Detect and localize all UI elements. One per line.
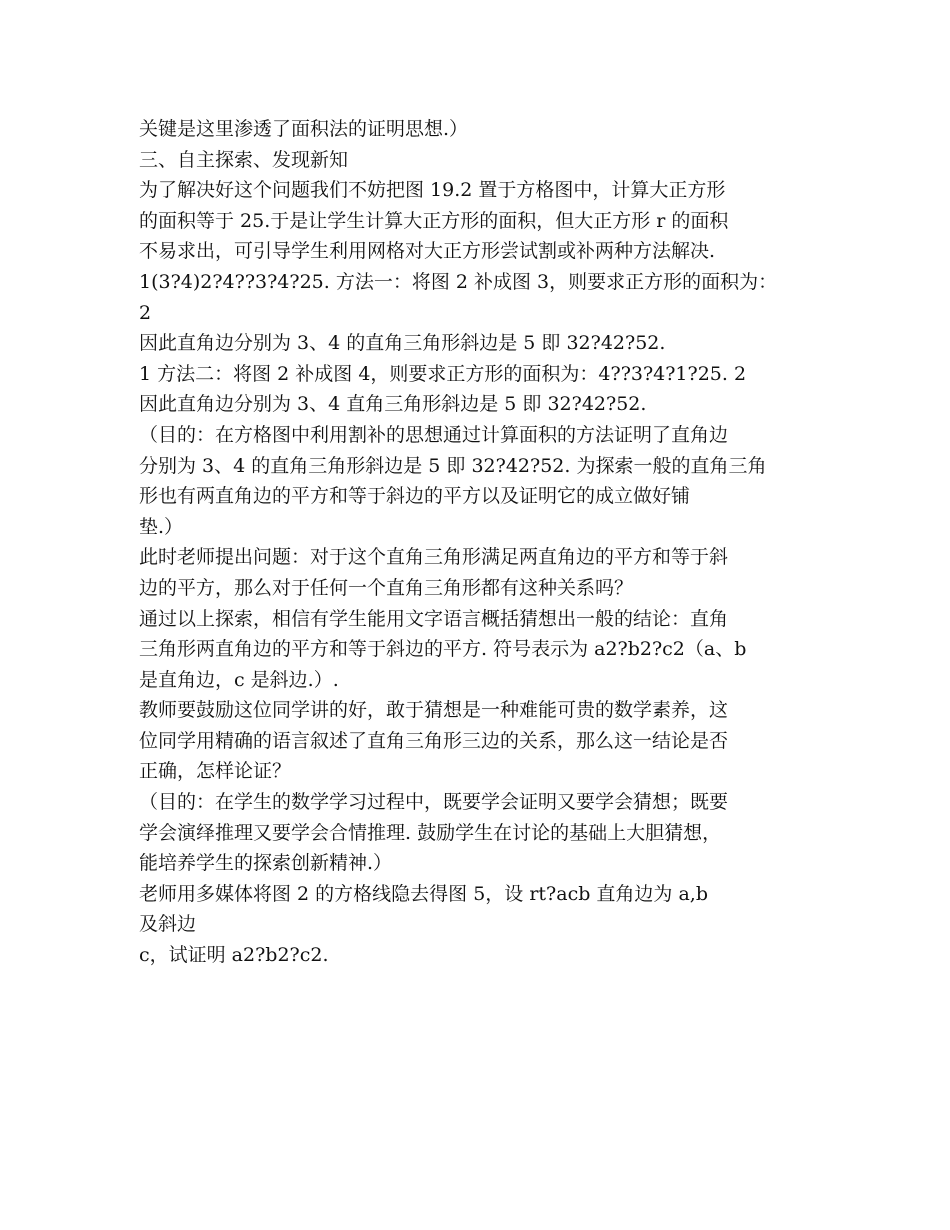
text-line: 1 方法二：将图 2 补成图 4，则要求正方形的面积为：4??3?4?1?25. 2 [139,362,747,385]
document-body [139,114,839,971]
text-line: 学会演绎推理又要学会合情推理. 鼓励学生在讨论的基础上大胆猜想， [139,821,722,844]
text-line: 形也有两直角边的平方和等于斜边的平方以及证明它的成立做好铺 [139,485,691,508]
text-line: 的面积等于 25.于是让学生计算大正方形的面积，但大正方形 r 的面积 [139,209,729,232]
text-line: 2 [139,301,152,324]
text-line: 为了解决好这个问题我们不妨把图 19.2 置于方格图中，计算大正方形 [139,179,726,202]
text-line: 三角形两直角边的平方和等于斜边的平方. 符号表示为 a2?b2?c2（a、b [139,638,747,661]
text-line: 垫.） [139,515,184,538]
text-line: 因此直角边分别为 3、4 的直角三角形斜边是 5 即 32?42?52. [139,332,666,355]
section-heading: 三、自主探索、发现新知 [139,148,349,171]
text-line: c，试证明 a2?b2?c2. [139,944,329,967]
text-line: 1(3?4)2?4??3?4?25. 方法一：将图 2 补成图 3，则要求正方形的面积为： [139,270,778,293]
text-line: 不易求出，可引导学生利用网格对大正方形尝试割或补两种方法解决. [139,240,716,263]
text-line: 正确，怎样论证？ [139,760,292,783]
text-line: 因此直角边分别为 3、4 直角三角形斜边是 5 即 32?42?52. [139,393,647,416]
text-line: 教师要鼓励这位同学讲的好，敢于猜想是一种难能可贵的数学素养，这 [139,699,729,722]
text-line: 此时老师提出问题：对于这个直角三角形满足两直角边的平方和等于斜 [139,546,729,569]
text-line: 关键是这里渗透了面积法的证明思想.） [139,118,469,140]
text-line: 是直角边，c 是斜边.）. [139,668,339,691]
text-line: 位同学用精确的语言叙述了直角三角形三边的关系，那么这一结论是否 [139,729,729,752]
text-line: 及斜边 [139,913,197,936]
text-line: （目的：在学生的数学学习过程中，既要学会证明又要学会猜想；既要 [139,791,729,814]
text-line: 分别为 3、4 的直角三角形斜边是 5 即 32?42?52. 为探索一般的直角三角 [139,454,767,477]
text-line: （目的：在方格图中利用割补的思想通过计算面积的方法证明了直角边 [139,423,729,446]
text-line: 通过以上探索，相信有学生能用文字语言概括猜想出一般的结论：直角 [139,607,729,630]
text-line: 老师用多媒体将图 2 的方格线隐去得图 5，设 rt?acb 直角边为 a,b [139,882,708,905]
text-line: 能培养学生的探索创新精神.） [139,852,393,875]
text-line: 边的平方，那么对于任何一个直角三角形都有这种关系吗？ [139,576,634,599]
